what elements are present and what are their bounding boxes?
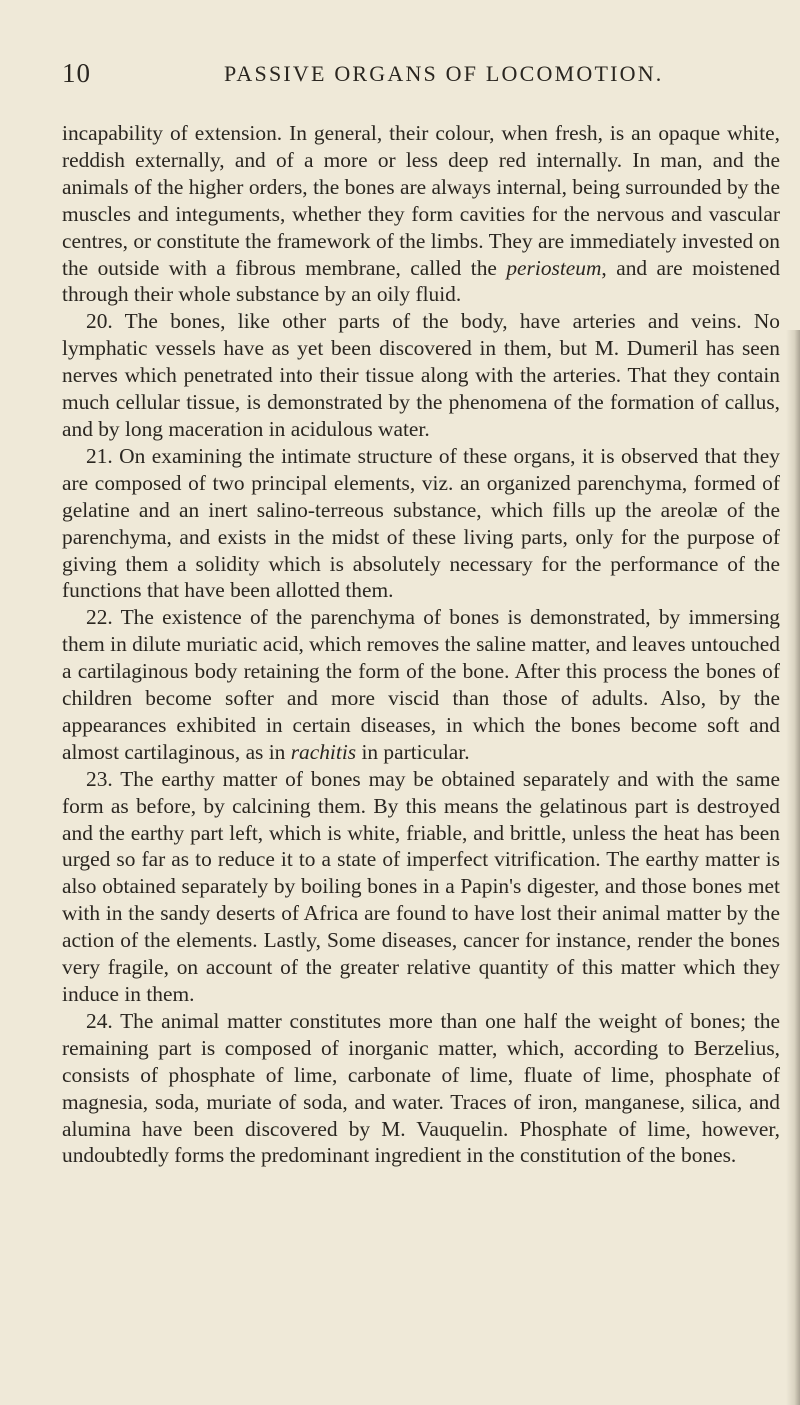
paragraph-24: 24. The animal matter constitutes more than one half the weight of bones; the remaining part is composed of inorganic matter, which, according to Berzelius, consists of phosphate of lime, carbonate of lime, fluate of lime, phosphate of magnesia, soda, muriate of soda, and water. Traces of iron, manganese, silica, and alumina have been discovered by M. Vauquelin. Phosphate of lime, however, undoubtedly forms the predominant ingredient in the constitution of the bones.: [62, 1008, 780, 1168]
paragraph-text: incapability of extension. In general, their colour, when fresh, is an opaque white, reddish externally, and of a more or less deep red internally. In man, and the animals of the higher orders, the bones are always internal, being surrounded by the muscles and integuments, whether they form cavities for the nervous and vascular centres, or constitute the framework of the limbs. They are immediately invested on the outside with a fibrous membrane, called the: [62, 121, 780, 280]
italic-term: periosteum: [506, 255, 602, 280]
paragraph-23: 23. The earthy matter of bones may be obtained separately and with the same form as before, by calcining them. By this means the gelatinous part is destroyed and the earthy part left, which is white, friable, and brittle, unless the heat has been urged so far as to reduce it to a state of imperfect vitrification. The earthy matter is also obtained separately by boiling bones in a Papin's digester, and those bones met with in the sandy deserts of Africa are found to have lost their animal matter by the action of the elements. Lastly, Some diseases, cancer for instance, render the bones very fragile, on account of the greater relative quantity of this matter which they induce in them.: [62, 766, 780, 1006]
paragraph-text: , and are moistened through their whole substance by an oily fluid.: [62, 255, 780, 307]
page-number: 10: [62, 58, 91, 88]
paragraph-20: 20. The bones, like other parts of the body, have arteries and veins. No lymphatic vessels have as yet been discovered in them, but M. Dumeril has seen nerves which penetrated into their tissue along with the arteries. That they contain much cellular tissue, is demonstrated by the phenomena of the formation of callus, and by long maceration in acidulous water.: [62, 309, 780, 441]
paragraph-text: 22. The existence of the parenchyma of bones is demonstrated, by immersing them in dilute muriatic acid, which removes the saline matter, and leaves untouched a cartilaginous body retaining the form of the bone. After this process the bones of children become softer and more viscid than those of adults. Also, by the appearances exhibited in certain diseases, in which the bones become soft and almost cartilaginous, as in: [62, 605, 780, 764]
italic-term: rachitis: [290, 739, 357, 764]
running-head: PASSIVE ORGANS OF LOCOMOTION.: [224, 61, 664, 86]
paragraph-continuation: [62, 120, 780, 308]
paragraph-22: [62, 604, 780, 765]
paragraph-text: in particular.: [356, 739, 470, 764]
body-text: [62, 120, 780, 1169]
paragraph-21: 21. On examining the intimate structure of these organs, it is observed that they are composed of two principal elements, viz. an organized parenchyma, formed of gelatine and an inert salino-terreous substance, which fills up the areolæ of the parenchyma, and exists in the midst of these living parts, only for the purpose of giving them a solidity which is absolutely necessary for the performance of the functions that have been allotted them.: [62, 443, 780, 603]
page-header: [62, 58, 682, 88]
page-edge-shadow: [786, 330, 800, 1405]
